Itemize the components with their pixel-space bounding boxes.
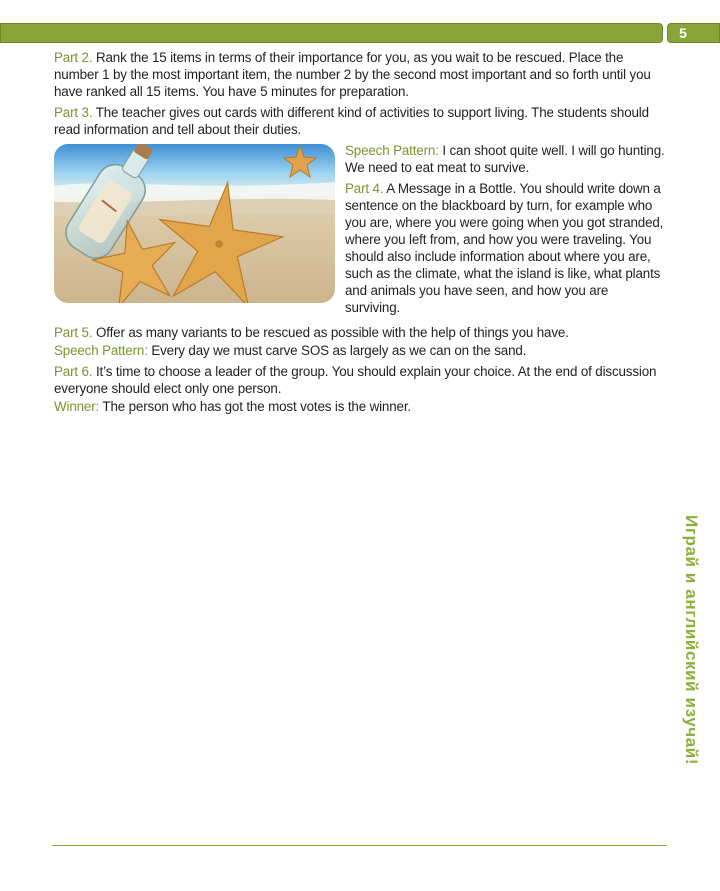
part-2-label: Part 2. — [54, 50, 93, 65]
part-6-text: It’s time to choose a leader of the group. You should explain your choice. At the end of discussion everyone should elect only one person. — [54, 364, 657, 396]
side-slogan — [676, 515, 704, 790]
part-5-label: Part 5. — [54, 325, 93, 340]
side-slogan-text: Играй и английский изучай! — [682, 515, 701, 766]
speech-pattern-1-label: Speech Pattern: — [345, 143, 439, 158]
winner-label: Winner: — [54, 399, 100, 414]
image-with-text — [54, 142, 666, 320]
part-2-paragraph — [54, 49, 666, 100]
part-4-label: Part 4. — [345, 181, 384, 196]
part-5-paragraph — [54, 324, 666, 341]
header-bar — [0, 23, 663, 43]
speech-pattern-2-text: Every day we must carve SOS as largely as we can on the sand. — [147, 343, 527, 358]
winner-text: The person who has got the most votes is the winner. — [99, 399, 411, 414]
part-3-text: The teacher gives out cards with different kind of activities to support living. The students should read information and tell about their duties. — [54, 105, 649, 137]
part-3-label: Part 3. — [54, 105, 93, 120]
part-3-paragraph — [54, 104, 666, 138]
speech-pattern-2-label: Speech Pattern: — [54, 343, 148, 358]
part-4-text: A Message in a Bottle. You should write down a sentence on the blackboard by turn, for example who you are, where you were going when you got stranded, where you left from, and how you were traveling. You should also include information about where you are, such as the climate, what the island is like, what plants and animals you have seen, and how you are surviving. — [345, 181, 664, 315]
speech-pattern-1-text: I can shoot quite well. I will go hunting. We need to eat meat to survive. — [345, 143, 665, 175]
page-number: 5 — [679, 25, 687, 41]
bottle-starfish-photo — [54, 144, 335, 303]
footer-divider — [52, 845, 667, 846]
part-5-text: Offer as many variants to be rescued as possible with the help of things you have. — [92, 325, 569, 340]
part-6-paragraph — [54, 363, 666, 397]
part-6-label: Part 6. — [54, 364, 93, 379]
speech-pattern-2 — [54, 342, 666, 359]
part-2-text: Rank the 15 items in terms of their importance for you, as you wait to be rescued. Place the number 1 by the most important item, the number 2 by the second most important and so forth until you have ranked all 15 items. You have 5 minutes for preparation. — [54, 50, 651, 99]
winner-paragraph — [54, 398, 666, 415]
page-title: Worksheets for Students. — [265, 1, 455, 18]
page-number-box — [667, 23, 720, 43]
worksheet-content — [54, 49, 666, 419]
